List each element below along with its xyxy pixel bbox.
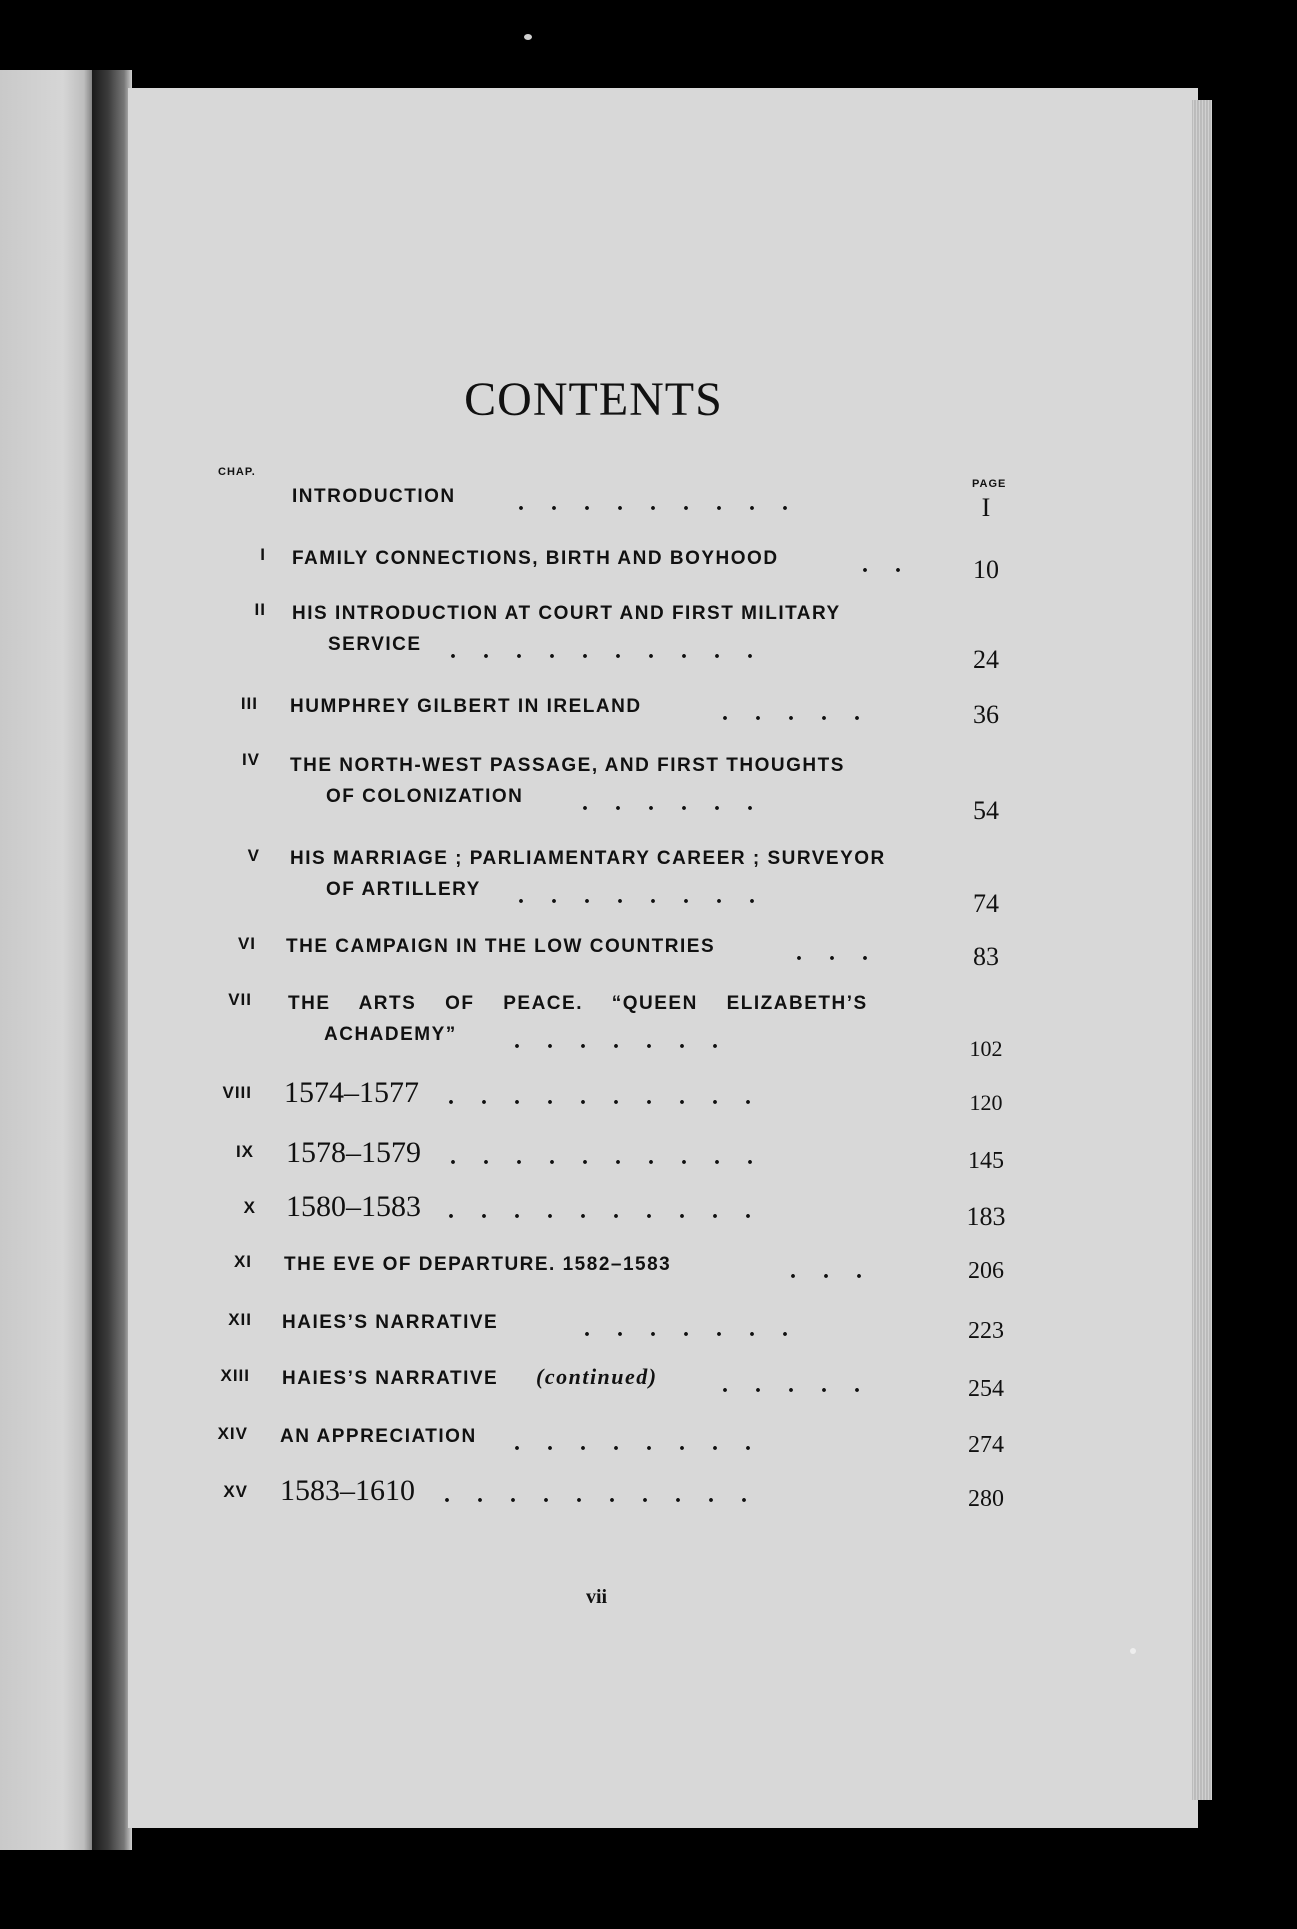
page-number: 280 [968, 1486, 1004, 1512]
page-number: 83 [973, 942, 999, 971]
leader-dots: .......... [448, 1084, 778, 1108]
entry-title-continued: ACHADEMY” [324, 1024, 457, 1045]
leader-dots: ...... [582, 790, 780, 814]
entry-title: HUMPHREY GILBERT IN IRELAND [290, 696, 642, 717]
page-title: CONTENTS [464, 373, 723, 426]
page-number: 183 [966, 1202, 1006, 1231]
entry-title-continued: OF ARTILLERY [326, 879, 481, 900]
entry-title-suffix: (continued) [536, 1364, 658, 1389]
leader-dots: ........ [514, 1430, 778, 1454]
entry-title: 1578–1579 [286, 1136, 421, 1169]
chapter-number: II [254, 600, 266, 619]
entry-title: HIS MARRIAGE ; PARLIAMENTARY CAREER ; SURVEYOR [290, 848, 886, 869]
entry-title: HIS INTRODUCTION AT COURT AND FIRST MILITARY [292, 603, 841, 624]
chapter-number: XIII [220, 1366, 250, 1385]
page-column-label: PAGE [972, 478, 1007, 490]
page-number: 102 [969, 1036, 1003, 1061]
leader-dots: .......... [450, 1144, 780, 1168]
page-number: 206 [968, 1258, 1004, 1284]
leader-dots: ..... [722, 1372, 887, 1396]
page-number: 274 [968, 1432, 1004, 1458]
chapter-number: VIII [222, 1083, 252, 1102]
leader-dots: .......... [444, 1482, 774, 1506]
chapter-number: V [247, 846, 260, 865]
leader-dots: ... [790, 1258, 889, 1282]
leader-dots: ....... [584, 1316, 815, 1340]
chapter-number: VI [237, 934, 256, 953]
chapter-number: XIV [217, 1424, 248, 1443]
page-number: 24 [973, 645, 999, 674]
leader-dots: ......... [518, 490, 815, 514]
leader-dots: ....... [514, 1028, 745, 1052]
entry-title: THE NORTH-WEST PASSAGE, AND FIRST THOUGHTS [290, 755, 845, 776]
entry-title-continued: SERVICE [328, 634, 422, 655]
page-stack-edge [1192, 100, 1212, 1800]
page-number: 36 [973, 700, 999, 729]
leader-dots: .......... [450, 638, 780, 662]
chapter-column-label: CHAP. [218, 466, 256, 478]
leader-dots: ... [796, 940, 895, 964]
paper-speck [524, 34, 532, 40]
entry-title-continued: OF COLONIZATION [326, 786, 524, 807]
entry-title: THE ARTS OF PEACE. “QUEEN ELIZABETH’S [288, 993, 868, 1014]
entry-title: 1574–1577 [284, 1076, 419, 1109]
entry-title: 1580–1583 [286, 1190, 421, 1223]
entry-title: THE EVE OF DEPARTURE. 1582–1583 [284, 1254, 672, 1275]
chapter-number: XII [228, 1310, 252, 1329]
entry-title: INTRODUCTION [292, 486, 456, 507]
page-folio: vii [585, 1586, 608, 1608]
chapter-number: I [260, 545, 266, 564]
page-number: 223 [968, 1318, 1004, 1344]
paper-speck [1130, 1648, 1136, 1654]
leader-dots: .......... [448, 1198, 778, 1222]
page-number: I [981, 493, 991, 522]
leader-dots: ..... [722, 700, 887, 724]
chapter-number: IV [241, 750, 260, 769]
chapter-number: X [243, 1198, 256, 1217]
entry-title: 1583–1610 [280, 1474, 415, 1507]
entry-title: HAIES’S NARRATIVE [282, 1312, 499, 1333]
page-number: 120 [969, 1090, 1003, 1115]
chapter-number: XI [233, 1252, 252, 1271]
page-number: 74 [973, 889, 999, 918]
chapter-number: VII [228, 990, 252, 1009]
book-page [128, 88, 1198, 1828]
page-number: 54 [973, 796, 999, 825]
leader-dots: .. [862, 552, 928, 576]
entry-title: HAIES’S NARRATIVE [282, 1368, 499, 1389]
entry-title: FAMILY CONNECTIONS, BIRTH AND BOYHOOD [292, 548, 779, 569]
facing-page-edge [0, 70, 105, 1850]
chapter-number: XV [223, 1482, 248, 1501]
page-number: 145 [968, 1148, 1004, 1174]
page-number: 10 [973, 555, 999, 584]
page-number: 254 [968, 1376, 1004, 1402]
entry-title: THE CAMPAIGN IN THE LOW COUNTRIES [286, 936, 716, 957]
chapter-number: III [240, 694, 258, 713]
entry-title: AN APPRECIATION [280, 1426, 477, 1447]
chapter-number: IX [235, 1142, 254, 1161]
leader-dots: ........ [518, 883, 782, 907]
book-gutter [92, 70, 132, 1850]
